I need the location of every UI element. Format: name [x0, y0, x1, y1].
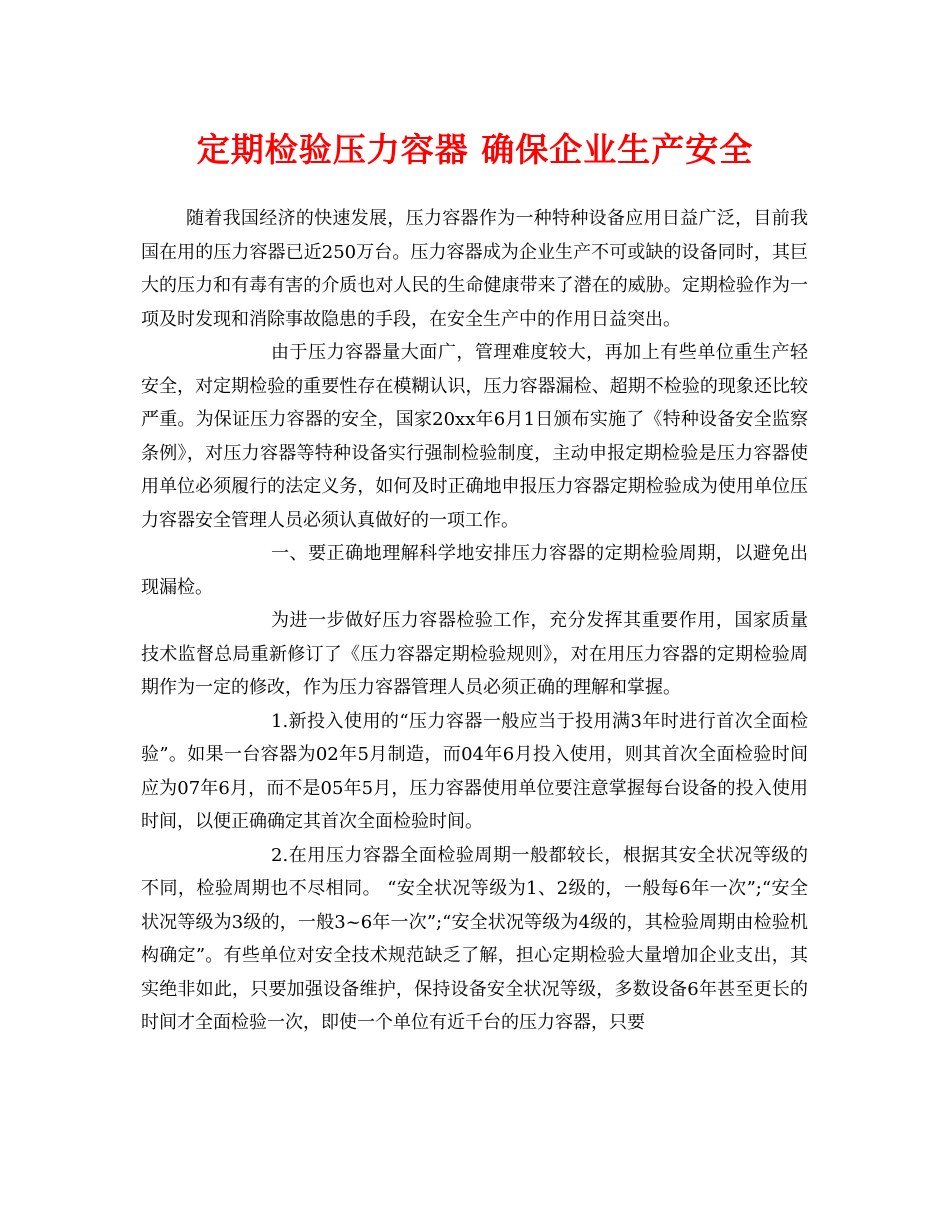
section-heading-1: 一、要正确地理解科学地安排压力容器的定期检验周期，以避免出现漏检。 [141, 543, 808, 598]
paragraph-item-2: 2.在用压力容器全面检验周期一般都较长，根据其安全状况等级的不同，检验周期也不尽相同。 “安全状况等级为1、2级的，一般每6年一次”;“安全状况等级为3级的，一般3~6年一次”;“安全状况等级为4级的，其检验周期由检验机构确定”。有些单位对安全技术规范缺乏了解，担心定期检验大量增加企业支出，其实绝非如此，只要加强设备维护，保持设备安全状况等级，多数设备6年甚至更长的时间才全面检验一次，即使一个单位有近千台的压力容器，只要 [141, 844, 808, 1033]
paragraph-intro: 随着我国经济的快速发展，压力容器作为一种特种设备应用日益广泛，目前我国在用的压力容器已近250万台。压力容器成为企业生产不可或缺的设备同时，其巨大的压力和有毒有害的介质也对人民的生命健康带来了潜在的威胁。定期检验作为一项及时发现和消除事故隐患的手段，在安全生产中的作用日益突出。 [141, 208, 808, 330]
document-title: 定期检验压力容器 确保企业生产安全 [196, 130, 754, 169]
document-body [141, 202, 808, 1040]
paragraph-background: 由于压力容器量大面广，管理难度较大，再加上有些单位重生产轻安全，对定期检验的重要性存在模糊认识，压力容器漏检、超期不检验的现象还比较严重。为保证压力容器的安全，国家20xx年6月1日颁布实施了《特种设备安全监察条例》，对压力容器等特种设备实行强制检验制度，主动申报定期检验是压力容器使用单位必须履行的法定义务，如何及时正确地申报压力容器定期检验成为使用单位压力容器安全管理人员必须认真做好的一项工作。 [141, 342, 808, 531]
paragraph-regulation: 为进一步做好压力容器检验工作，充分发挥其重要作用，国家质量技术监督总局重新修订了《压力容器定期检验规则》，对在用压力容器的定期检验周期作为一定的修改，作为压力容器管理人员必须正确的理解和掌握。 [141, 610, 808, 698]
paragraph-item-1: 1.新投入使用的“压力容器一般应当于投用满3年时进行首次全面检验”。如果一台容器为02年5月制造，而04年6月投入使用，则其首次全面检验时间应为07年6月，而不是05年5月，压力容器使用单位要注意掌握每台设备的投入使用时间，以便正确确定其首次全面检验时间。 [141, 710, 808, 832]
